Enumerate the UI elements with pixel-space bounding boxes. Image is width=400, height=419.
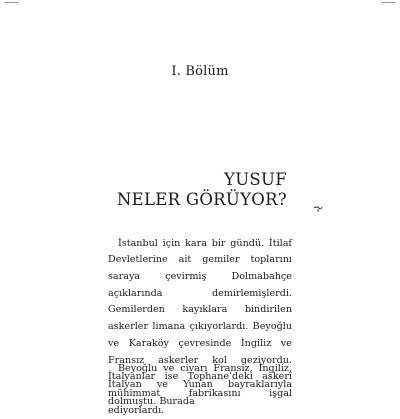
body-paragraph-2: Beyoğlu ve civarı Fransız, İngiliz, İtalyan ve Yunan bayraklarıyla dolmuştu. Burada xyxy=(108,362,292,407)
crop-mark-left xyxy=(4,2,18,3)
chapter-title-line-1: YUSUF xyxy=(224,170,287,189)
crop-mark-right xyxy=(382,2,396,3)
ornament-flourish-icon xyxy=(313,205,323,213)
body-paragraph-1: İstanbul için kara bir gündü. İtilaf Devletlerine ait gemiler toplarını saraya çevirmiş Dolmabahçe açıklarında demirlemişlerdi. Gemilerden kayıklara bindirilen askerler limana çıkıyorlardı. Beyoğlu ve Karaköy çevresinde İngiliz ve Fransız askerler kol geziyordu. İtalyanlar ise Tophane’deki askerî mühimmat fabrikasını işgal ediyorlardı. xyxy=(108,237,292,416)
chapter-title-line-2: NELER GÖRÜYOR? xyxy=(116,190,287,209)
chapter-heading: I. Bölüm xyxy=(171,64,229,79)
